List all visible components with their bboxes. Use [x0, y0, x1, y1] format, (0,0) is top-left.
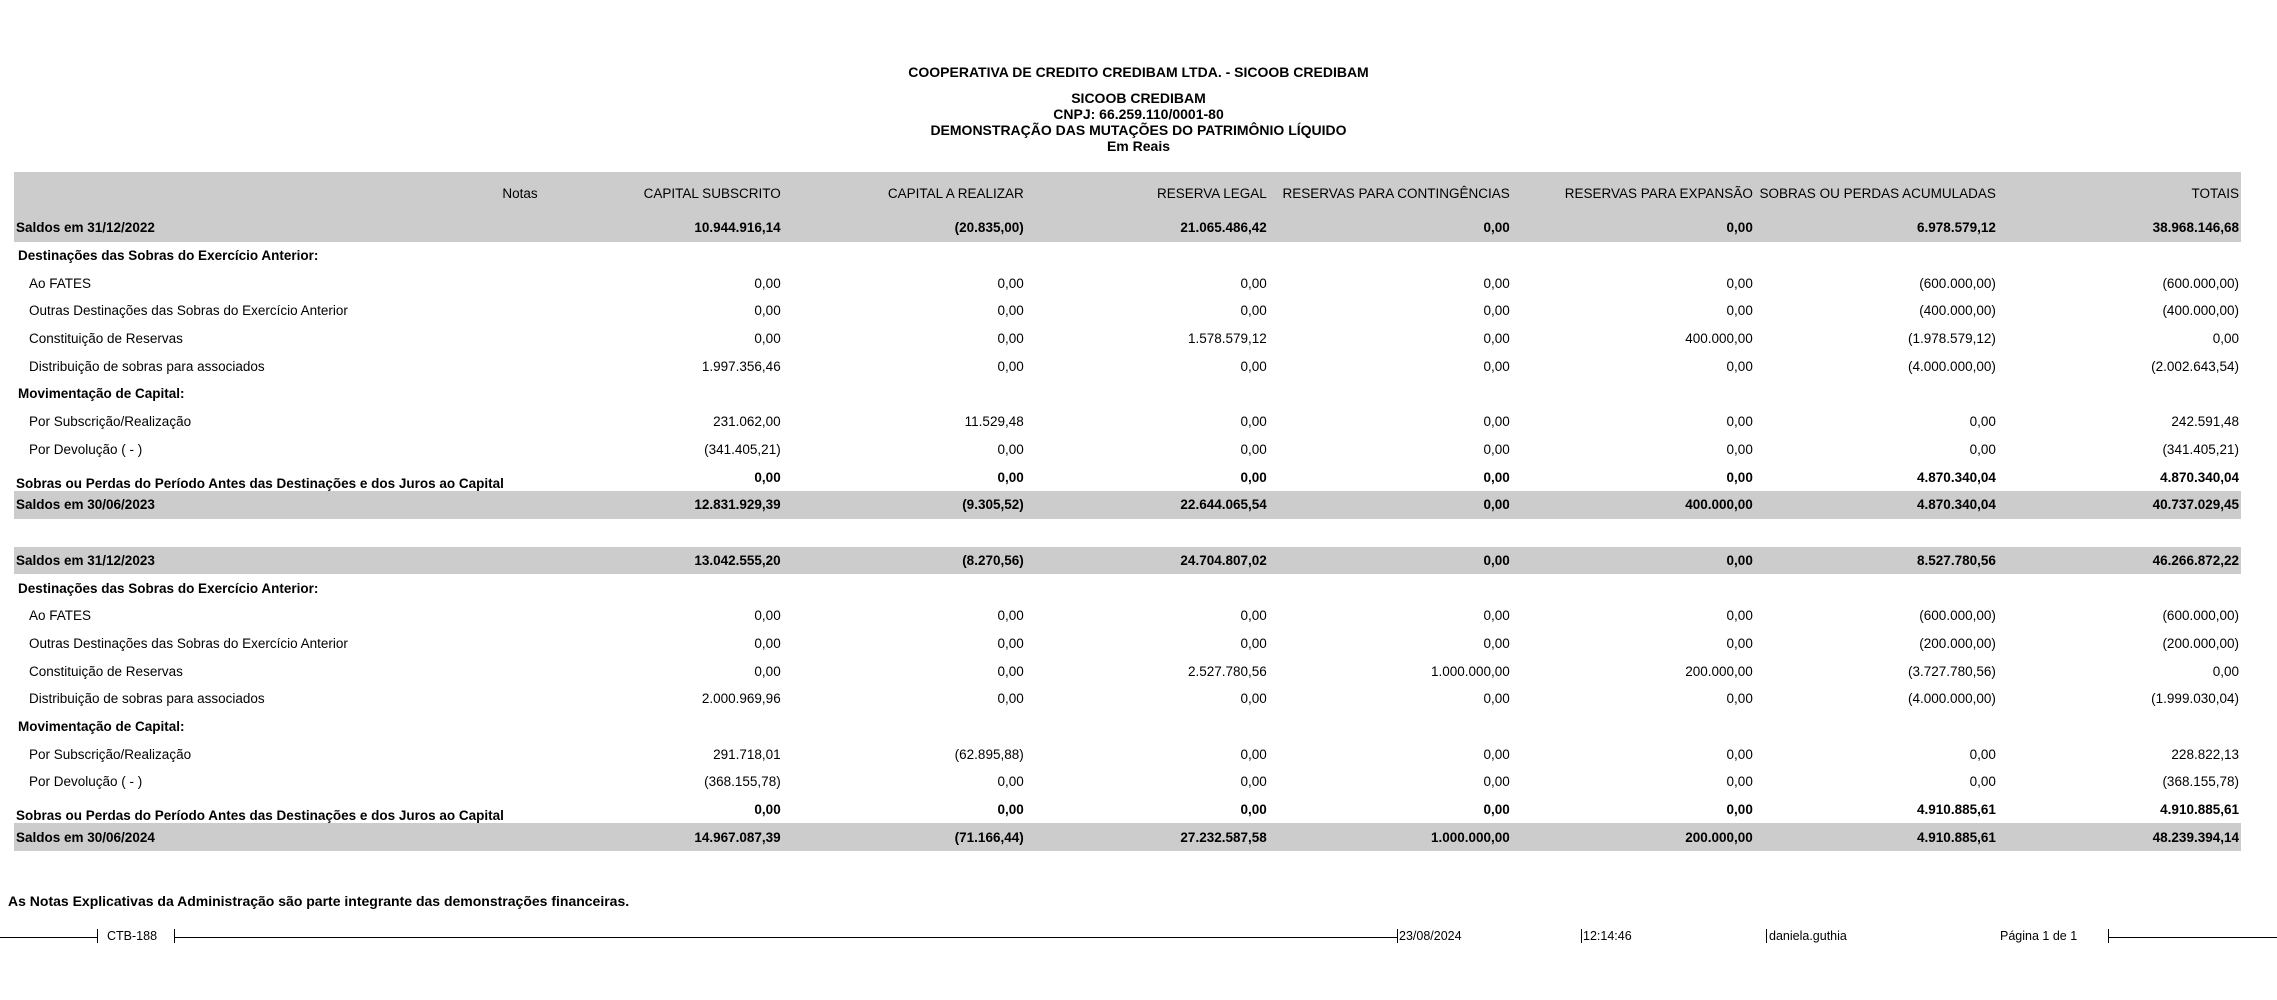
cell-value: 2.527.780,56	[1187, 663, 1267, 679]
cell-value	[1512, 574, 1755, 602]
cell-value: 14.967.087,39	[540, 823, 783, 851]
spacer-row	[14, 519, 2241, 547]
cell-value: 242.591,48	[2171, 414, 2239, 430]
column-header: RESERVAS PARA CONTINGÊNCIAS	[1269, 172, 1512, 214]
table-row	[14, 297, 2241, 325]
cell-value	[1026, 242, 1269, 270]
cell-value: 0,00	[997, 441, 1024, 457]
cell-value: 0,00	[1483, 331, 1510, 347]
row-label: Destinações das Sobras do Exercício Anterior:	[18, 248, 319, 264]
cell-value: (1.999.030,04)	[2151, 691, 2239, 707]
footer-rule	[0, 937, 98, 938]
cell-value: (71.166,44)	[783, 823, 1026, 851]
cell-value: 0,00	[1240, 802, 1267, 818]
row-label	[14, 519, 540, 547]
footer-rule	[175, 937, 1397, 938]
cell-value: 0,00	[1969, 441, 1996, 457]
cell-value: 0,00	[1969, 414, 1996, 430]
cell-value: 228.822,13	[2171, 746, 2239, 762]
row-label: Outras Destinações das Sobras do Exercício Anterior	[29, 635, 348, 651]
cell-value: 0,00	[1240, 774, 1267, 790]
cell-value: (200.000,00)	[2162, 635, 2239, 651]
section-row	[14, 574, 2241, 602]
cell-value	[1755, 380, 1998, 408]
cell-value	[1755, 242, 1998, 270]
row-label: Saldos em 30/06/2024	[14, 823, 540, 851]
cell-value: 0,00	[997, 635, 1024, 651]
footer-rule	[2109, 937, 2277, 938]
section-row	[14, 713, 2241, 741]
cell-value: 13.042.555,20	[540, 547, 783, 575]
cell-value: 1.997.356,46	[701, 358, 781, 374]
column-header: CAPITAL SUBSCRITO	[540, 172, 783, 214]
cell-value	[1269, 574, 1512, 602]
cell-value: 0,00	[997, 275, 1024, 291]
cell-value: 0,00	[1483, 802, 1510, 818]
cell-value: 0,00	[997, 774, 1024, 790]
cell-value	[1512, 519, 1755, 547]
cell-value	[1026, 713, 1269, 741]
footer-report-code: CTB-188	[107, 929, 158, 943]
cell-value: 0,00	[1240, 414, 1267, 430]
balance-row	[14, 547, 2241, 575]
period-result-row	[14, 463, 2241, 491]
cell-value: 0,00	[997, 802, 1024, 818]
cell-value: 200.000,00	[1512, 823, 1755, 851]
cell-value: 1.000.000,00	[1269, 823, 1512, 851]
row-label: Distribuição de sobras para associados	[29, 358, 265, 374]
cell-value: 200.000,00	[1685, 663, 1753, 679]
cell-value: (4.000.000,00)	[1908, 358, 1996, 374]
cell-value: 0,00	[1726, 303, 1753, 319]
cell-value: 10.944.916,14	[540, 214, 783, 242]
table-row	[14, 768, 2241, 796]
footer-tick	[1581, 929, 1582, 943]
cell-value	[540, 380, 783, 408]
row-label: Movimentação de Capital:	[18, 386, 185, 402]
cell-value: (8.270,56)	[783, 547, 1026, 575]
period-result-row	[14, 796, 2241, 824]
cell-value: 0,00	[1726, 358, 1753, 374]
row-label: Sobras ou Perdas do Período Antes das Destinações e dos Juros ao Capital	[16, 475, 504, 491]
table-row	[14, 685, 2241, 713]
cell-value: 400.000,00	[1512, 491, 1755, 519]
cell-value: 0,00	[1483, 358, 1510, 374]
cell-value	[783, 380, 1026, 408]
cell-value: 8.527.780,56	[1755, 547, 1998, 575]
report-header-details	[0, 90, 2277, 154]
cell-value: 4.870.340,04	[1755, 491, 1998, 519]
cell-value: 0,00	[1483, 691, 1510, 707]
cell-value: 2.000.969,96	[701, 691, 781, 707]
footer-tick	[97, 929, 98, 943]
cell-value: 0,00	[997, 469, 1024, 485]
cell-value: 0,00	[754, 303, 781, 319]
row-label: Por Subscrição/Realização	[29, 746, 192, 762]
cell-value: 0,00	[754, 331, 781, 347]
cell-value	[1998, 713, 2241, 741]
cell-value	[1026, 519, 1269, 547]
column-header: TOTAIS	[1998, 172, 2241, 214]
cell-value: 0,00	[1969, 774, 1996, 790]
cell-value: 0,00	[997, 608, 1024, 624]
cell-value: 0,00	[1726, 414, 1753, 430]
cell-value: 0,00	[754, 275, 781, 291]
cell-value: 0,00	[1726, 469, 1753, 485]
footer-time: 12:14:46	[1583, 929, 1632, 943]
section-row	[14, 380, 2241, 408]
cell-value: 0,00	[1969, 746, 1996, 762]
cell-value: 0,00	[1726, 635, 1753, 651]
cell-value: 0,00	[997, 303, 1024, 319]
cell-value: 0,00	[997, 691, 1024, 707]
row-label: Por Devolução ( - )	[29, 441, 143, 457]
cell-value: 0,00	[1726, 608, 1753, 624]
cell-value	[1026, 380, 1269, 408]
cell-value	[1755, 574, 1998, 602]
currency-unit: Em Reais	[1106, 138, 1171, 154]
cell-value: (200.000,00)	[1919, 635, 1996, 651]
cell-value: 0,00	[1240, 691, 1267, 707]
cell-value: 11.529,48	[964, 414, 1024, 430]
row-label: Destinações das Sobras do Exercício Anterior:	[18, 580, 319, 596]
balance-row	[14, 491, 2241, 519]
cell-value	[1512, 380, 1755, 408]
cell-value: (62.895,88)	[954, 746, 1024, 762]
cell-value: 46.266.872,22	[1998, 547, 2241, 575]
cell-value: 22.644.065,54	[1026, 491, 1269, 519]
cell-value: 4.870.340,04	[1917, 469, 1996, 485]
cell-value: (20.835,00)	[783, 214, 1026, 242]
cell-value: 4.910.885,61	[1755, 823, 1998, 851]
cell-value: 0,00	[1726, 275, 1753, 291]
cell-value	[783, 713, 1026, 741]
cell-value: 0,00	[1483, 608, 1510, 624]
cell-value: 0,00	[1483, 303, 1510, 319]
cell-value	[1026, 574, 1269, 602]
cell-value	[540, 574, 783, 602]
footer-page: Página 1 de 1	[2000, 929, 2078, 943]
column-header: Notas	[14, 172, 540, 214]
row-label: Distribuição de sobras para associados	[29, 691, 265, 707]
row-label: Constituição de Reservas	[29, 331, 183, 347]
cell-value: 48.239.394,14	[1998, 823, 2241, 851]
cell-value: 0,00	[1240, 441, 1267, 457]
table-row	[14, 630, 2241, 658]
cell-value: 0,00	[1726, 441, 1753, 457]
explanatory-note: As Notas Explicativas da Administração são parte integrante das demonstrações financeiras.	[8, 893, 630, 909]
row-label: Ao FATES	[29, 275, 92, 291]
cell-value: (368.155,78)	[704, 774, 781, 790]
row-label: Por Subscrição/Realização	[29, 414, 192, 430]
cell-value	[1755, 713, 1998, 741]
table-header-row	[14, 172, 2241, 214]
footer-tick	[1766, 929, 1767, 943]
cell-value: (600.000,00)	[1919, 608, 1996, 624]
cell-value: (368.155,78)	[2162, 774, 2239, 790]
cell-value	[1269, 380, 1512, 408]
cell-value: 0,00	[2212, 331, 2239, 347]
footer-date: 23/08/2024	[1399, 929, 1462, 943]
cell-value	[1512, 242, 1755, 270]
table-row	[14, 657, 2241, 685]
cell-value: 0,00	[997, 663, 1024, 679]
cell-value: 4.910.885,61	[2160, 802, 2239, 818]
cell-value	[1755, 519, 1998, 547]
cell-value: 0,00	[997, 331, 1024, 347]
cell-value	[1269, 713, 1512, 741]
table-row	[14, 740, 2241, 768]
cell-value: 0,00	[754, 608, 781, 624]
cell-value: 0,00	[1726, 746, 1753, 762]
cell-value: 1.000.000,00	[1430, 663, 1510, 679]
balance-row	[14, 214, 2241, 242]
cell-value: (2.002.643,54)	[2151, 358, 2239, 374]
section-row	[14, 242, 2241, 270]
cell-value	[783, 519, 1026, 547]
table-row	[14, 269, 2241, 297]
cell-value	[783, 242, 1026, 270]
cell-value	[1512, 713, 1755, 741]
cell-value: 0,00	[1240, 608, 1267, 624]
cell-value: 0,00	[1726, 802, 1753, 818]
cell-value: 231.062,00	[713, 414, 781, 430]
cell-value: 0,00	[2212, 663, 2239, 679]
report-header-company	[0, 64, 2277, 80]
cell-value: (9.305,52)	[783, 491, 1026, 519]
cell-value: 291.718,01	[713, 746, 781, 762]
cell-value	[1998, 574, 2241, 602]
cell-value: 0,00	[1483, 774, 1510, 790]
cell-value: 0,00	[1483, 275, 1510, 291]
cell-value: 0,00	[1483, 635, 1510, 651]
cell-value: 4.870.340,04	[2160, 469, 2239, 485]
cell-value: 0,00	[1269, 547, 1512, 575]
cell-value: 4.910.885,61	[1917, 802, 1996, 818]
cell-value: 0,00	[1240, 635, 1267, 651]
equity-changes-table	[14, 172, 2241, 851]
table-row	[14, 352, 2241, 380]
balance-row	[14, 823, 2241, 851]
cell-value: (400.000,00)	[1919, 303, 1996, 319]
column-header: RESERVA LEGAL	[1026, 172, 1269, 214]
cell-value: 24.704.807,02	[1026, 547, 1269, 575]
cell-value: 0,00	[1483, 469, 1510, 485]
cell-value: (600.000,00)	[2162, 608, 2239, 624]
cell-value: 400.000,00	[1685, 331, 1753, 347]
cell-value	[540, 519, 783, 547]
cell-value: 38.968.146,68	[1998, 214, 2241, 242]
cell-value: 0,00	[1240, 303, 1267, 319]
cell-value: 6.978.579,12	[1755, 214, 1998, 242]
cell-value: 0,00	[1240, 746, 1267, 762]
cell-value: 0,00	[997, 358, 1024, 374]
cell-value: (400.000,00)	[2162, 303, 2239, 319]
cell-value: 0,00	[1269, 214, 1512, 242]
cell-value: 0,00	[754, 469, 781, 485]
cell-value: (4.000.000,00)	[1908, 691, 1996, 707]
cell-value	[540, 242, 783, 270]
row-label: Movimentação de Capital:	[18, 719, 185, 735]
table-row	[14, 436, 2241, 464]
footer-user: daniela.guthia	[1769, 929, 1847, 943]
cell-value: 0,00	[1512, 547, 1755, 575]
cell-value: (341.405,21)	[704, 441, 781, 457]
cell-value	[1998, 380, 2241, 408]
cell-value: 0,00	[1240, 275, 1267, 291]
cell-value: (1.978.579,12)	[1908, 331, 1996, 347]
table-row	[14, 408, 2241, 436]
cell-value: (600.000,00)	[2162, 275, 2239, 291]
row-label: Saldos em 30/06/2023	[14, 491, 540, 519]
cell-value: 0,00	[1512, 214, 1755, 242]
row-label: Ao FATES	[29, 608, 92, 624]
cell-value: 0,00	[754, 663, 781, 679]
cell-value: 0,00	[1240, 358, 1267, 374]
row-label: Saldos em 31/12/2023	[14, 547, 540, 575]
table-row	[14, 325, 2241, 353]
cell-value: (3.727.780,56)	[1908, 663, 1996, 679]
cell-value	[1269, 519, 1512, 547]
row-label: Sobras ou Perdas do Período Antes das Destinações e dos Juros ao Capital	[16, 808, 504, 824]
cell-value: 1.578.579,12	[1187, 331, 1267, 347]
footer-tick	[2108, 929, 2109, 943]
cell-value: 0,00	[754, 635, 781, 651]
row-label: Constituição de Reservas	[29, 663, 183, 679]
cell-value: 0,00	[1483, 746, 1510, 762]
company-name: COOPERATIVA DE CREDITO CREDIBAM LTDA. - SICOOB CREDIBAM	[908, 64, 1369, 80]
cell-value: (341.405,21)	[2162, 441, 2239, 457]
statement-title: DEMONSTRAÇÃO DAS MUTAÇÕES DO PATRIMÔNIO LÍQUIDO	[930, 122, 1347, 138]
cell-value: 0,00	[1483, 441, 1510, 457]
entity-name: SICOOB CREDIBAM	[1071, 90, 1206, 106]
row-label: Saldos em 31/12/2022	[14, 214, 540, 242]
cell-value	[540, 713, 783, 741]
table-row	[14, 602, 2241, 630]
cell-value: 27.232.587,58	[1026, 823, 1269, 851]
column-header: CAPITAL A REALIZAR	[783, 172, 1026, 214]
row-label: Por Devolução ( - )	[29, 774, 143, 790]
column-header: SOBRAS OU PERDAS ACUMULADAS	[1755, 172, 1998, 214]
cell-value: 0,00	[754, 802, 781, 818]
cnpj: CNPJ: 66.259.110/0001-80	[1053, 106, 1224, 122]
cell-value: 0,00	[1483, 414, 1510, 430]
cell-value	[1998, 242, 2241, 270]
cell-value: 0,00	[1240, 469, 1267, 485]
cell-value: 0,00	[1269, 491, 1512, 519]
cell-value	[1269, 242, 1512, 270]
cell-value	[1998, 519, 2241, 547]
footer-tick	[1397, 929, 1398, 943]
cell-value: 0,00	[1726, 691, 1753, 707]
cell-value: (600.000,00)	[1919, 275, 1996, 291]
cell-value: 21.065.486,42	[1026, 214, 1269, 242]
cell-value: 0,00	[1726, 774, 1753, 790]
footer-tick	[174, 929, 175, 943]
cell-value: 40.737.029,45	[1998, 491, 2241, 519]
row-label: Outras Destinações das Sobras do Exercício Anterior	[29, 303, 348, 319]
cell-value	[783, 574, 1026, 602]
column-header: RESERVAS PARA EXPANSÃO	[1512, 172, 1755, 214]
cell-value: 12.831.929,39	[540, 491, 783, 519]
